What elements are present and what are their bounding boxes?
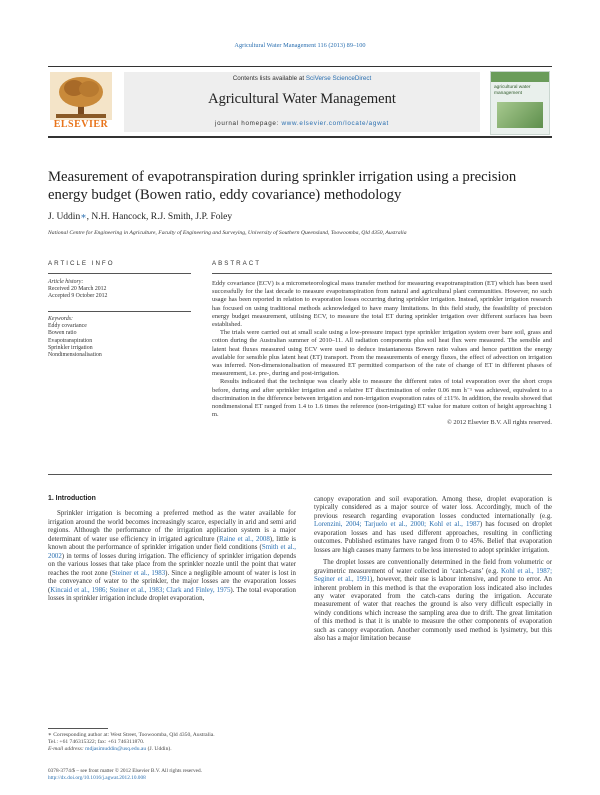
author-affiliation: National Centre for Engineering in Agriculture, Faculty of Engineering and Surveying, University of Southern Queensland, Toowoomba, Qld 4350, Australia [48, 230, 407, 236]
citation-link[interactable]: Smith et al., 2002 [48, 544, 296, 560]
intro-text: ), little is known about the performance of sprinkler irrigation under field conditions ( [48, 535, 296, 552]
footnote-rule [48, 728, 108, 729]
body-left-column [48, 495, 296, 603]
issn-line: 0378-3774/$ – see front matter © 2012 Elsevier B.V. All rights reserved. [48, 768, 202, 774]
abstract-paragraph-1: Eddy covariance (ECV) is a micrometeorological mass transfer method for measuring evapotranspiration (ET) which has been used successfully for the last decade to measure evapotranspiration from natural and agricultural plant communities. However, no such usage has been reported in relation to evaporation losses occurring during sprinkler irrigation. Instead, sprinkler irrigation research has focused on using traditional methods acknowledged to have many limitations. In this field study, the feasibility of precision energy budget measurement, utilising ECV, to measure the total ET during sprinkler irrigation over different surfaces has been established. [212, 280, 552, 329]
email-label: E-mail address: [48, 746, 86, 752]
article-info-heading: ARTICLE INFO [48, 260, 115, 267]
intro-paragraph-2 [314, 559, 552, 644]
keywords-label: Keywords: [48, 316, 73, 322]
sciencedirect-link[interactable]: SciVerse ScienceDirect [305, 75, 372, 82]
abstract-rule [212, 273, 552, 274]
abstract-copyright: © 2012 Elsevier B.V. All rights reserved. [446, 419, 552, 427]
keyword-item: Nondimensionalisation [48, 352, 102, 359]
elsevier-logo[interactable] [50, 72, 112, 132]
corresponding-author-mark[interactable]: ∗ [80, 212, 87, 222]
journal-masthead [48, 66, 552, 138]
intro-paragraph-continued [314, 496, 552, 555]
publication-info [48, 768, 348, 782]
author-list [48, 211, 552, 222]
article-info-rule [48, 273, 191, 274]
homepage-link[interactable]: www.elsevier.com/locate/agwat [281, 120, 389, 127]
article-history [48, 279, 191, 301]
introduction-heading: 1. Introduction [48, 495, 96, 502]
footnote-phone: Tel.: +61 746315322; fax: +61 746311870. [48, 739, 145, 745]
elsevier-tree-icon [50, 72, 112, 120]
homepage-prefix: journal homepage: [215, 120, 282, 127]
publisher-wordmark: ELSEVIER [53, 119, 109, 130]
journal-cover-thumbnail[interactable] [490, 71, 550, 135]
footnote-address: ∗ Corresponding author at: West Street, Toowoomba, Qld 4350, Australia. [48, 732, 215, 738]
masthead-bottom-rule [48, 136, 552, 138]
intro-text: ) in terms of losses during irrigation. The efficiency of sprinkler irrigation depends on the various losses that take place from the sprinkler nozzle until the point that water reaches the root zone ( [48, 552, 296, 577]
other-authors: , N.H. Hancock, R.J. Smith, J.P. Foley [86, 212, 233, 222]
keyword-item: Evapotranspiration [48, 337, 93, 344]
contents-available-line [124, 75, 480, 82]
first-author[interactable]: J. Uddin [48, 212, 81, 222]
accepted-date: Accepted 9 October 2012 [48, 293, 108, 300]
abstract-paragraph-3: Results indicated that the technique was clearly able to measure the different rates of total evaporation over the short crops before, during and after sprinkler irrigation and a relative ET discrimination of order 0.06 mm h⁻¹ was achieved, equivalent to a discrimination in the difference between irrigation and non-irrigation evaporation rates of ±11%. In addition, the results showed that nondimensional ET ranged from 1.4 to 1.6 times the reference (non-irrigating) ET value for mature cotton of height approaching 1 m. [212, 378, 552, 419]
cover-band [491, 72, 549, 82]
masthead-top-rule [48, 66, 552, 67]
masthead-center [124, 72, 480, 132]
email-suffix: (J. Uddin). [146, 746, 172, 752]
keyword-item: Sprinkler irrigation [48, 344, 93, 351]
keywords-rule [48, 311, 191, 312]
intro-text: ), however, their use is labour intensive, and prone to error. An inherent problem in this method is that the evaporation loss indicated also includes any water evaporated from the catch-cans during the irrigation. Accurate measurement of water that reaches the ground is also very difficult especially in windy conditions which increase the sampling area due to drift. The great limitation of this method is that it is unable to measure the other components of evaporation such as canopy evaporation. Another commonly used method is lysimetry, but this also has a major limitation because [314, 576, 552, 643]
keywords-block [48, 316, 191, 359]
cover-fields-image [497, 102, 543, 128]
intro-text: ) has focused on droplet evaporation losses and has used different approaches, resulting in conflicting outcomes. Published estimates have ranged from 0 to 45%. Belief that evaporation losses are high causes many farmers to be less interested to adopt sprinkler irrigation. [314, 521, 552, 554]
citation-link[interactable]: Steiner et al., 1983 [112, 569, 166, 577]
intro-text: canopy evaporation and soil evaporation. Among these, droplet evaporation is typically considered as a major source of water loss. Accordingly, much of the previous research regarding evaporation losses conducted internationally (e.g. [314, 496, 552, 520]
journal-citation[interactable]: Agricultural Water Management 116 (2013) 89–100 [234, 42, 366, 49]
abstract-paragraph-2: The trials were carried out at small scale using a low-pressure impact type sprinkler irrigation system over bare soil, grass and cotton during the Australian summer of 2010–11. All radiation components plus soil heat flux were measured. The sensible and latent heat fluxes measured using ECV were used to deduce instantaneous Bowen ratio values and hence partition the energy available for sensible plus latent heat (ET) transport. From the measurements of energy fluxes, the effect of advection on irrigation was inferred. Non-dimensionalisation of measured ET permitted comparison of the rate of change of ET in different phases of measurement, i.e. pre-, during and post-irrigation. [212, 329, 552, 378]
abstract-heading: ABSTRACT [212, 260, 262, 267]
front-matter-bottom-rule [48, 474, 552, 475]
article-title: Measurement of evapotranspiration during sprinkler irrigation using a precision energy budget (Bowen ratio, eddy covariance) methodology [48, 169, 517, 203]
intro-text: ). Since a negligible amount of water is lost in the conveyance of water to the sprinkler, the major losses are the evaporation losses ( [48, 569, 296, 594]
citation-link[interactable]: Raine et al., 2008 [219, 535, 270, 543]
corresponding-author-footnote [48, 732, 298, 753]
abstract-text [212, 280, 552, 428]
citation-link[interactable]: Lorenzini, 2004; Tarjuelo et al., 2000; Kohl et al., 1987 [314, 521, 480, 529]
contents-prefix: Contents lists available at [232, 75, 306, 82]
intro-text: ). The total evaporation losses in sprinkler irrigation include droplet evaporation, [48, 586, 296, 602]
intro-text: The droplet losses are conventionally determined in the field from volumetric or gravimetric measurement of water collected in ‘catch-cans’ (e.g. [314, 559, 552, 575]
received-date: Received 20 March 2012 [48, 286, 107, 293]
intro-paragraph-1 [48, 510, 296, 603]
history-label: Article history: [48, 279, 84, 285]
citation-link[interactable]: Kohl et al., 1987; Seginer et al., 1991 [314, 567, 552, 584]
keyword-item: Eddy covariance [48, 323, 87, 330]
email-link[interactable]: mdjasimuddin@usq.edu.au [85, 746, 147, 752]
body-right-column [314, 496, 552, 644]
citation-link[interactable]: Kincaid et al., 1986; Steiner et al., 1983; Clark and Finley, 1975 [50, 586, 231, 594]
cover-title: agricultural water management [494, 85, 531, 96]
footnote-email-line [48, 746, 298, 753]
keyword-item: Bowen ratio [48, 330, 77, 337]
doi-link[interactable]: http://dx.doi.org/10.1016/j.agwat.2012.10.008 [48, 775, 146, 781]
journal-homepage-line [124, 120, 480, 127]
intro-text: Sprinkler irrigation is becoming a preferred method as the water available for irrigation around the world becomes increasingly scarce, especially in arid and semi arid regions. Although the performance of the irrigation application system is a major determinant of water use efficiency in irrigated agriculture ( [48, 510, 296, 543]
journal-name: Agricultural Water Management [208, 91, 396, 107]
